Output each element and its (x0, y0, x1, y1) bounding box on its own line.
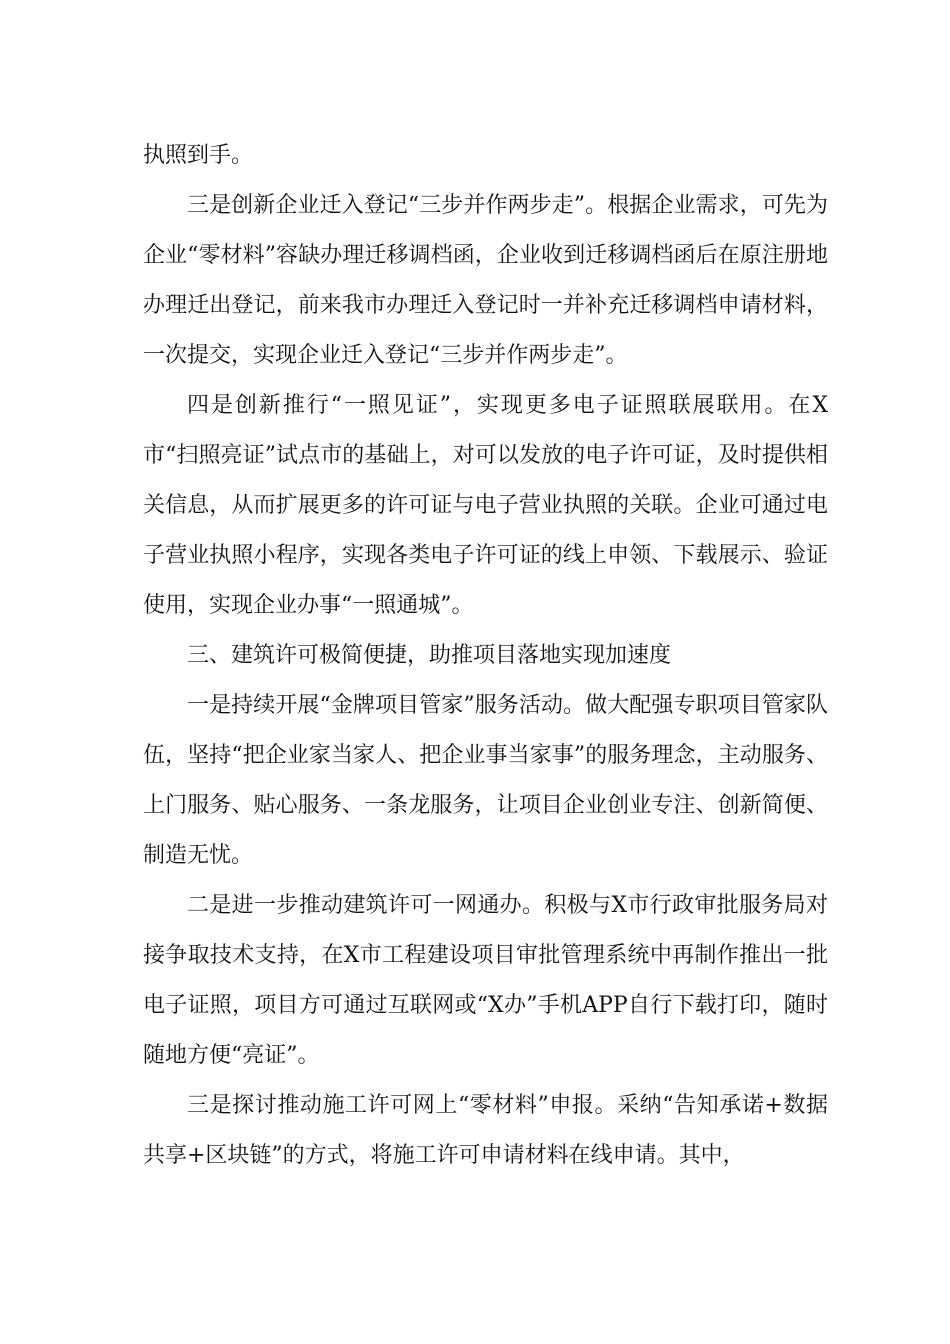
paragraph-online-permit: 二是进一步推动建筑许可一网通办。积极与X市行政审批服务局对接争取技术支持，在X市工程建设项目审批管理系统中再制作推出一批电子证照，项目方可通过互联网或“X办”手机APP自行下载打印，随时随地方便“亮证”。 (143, 893, 828, 1068)
paragraph-project-steward: 一是持续开展“金牌项目管家”服务活动。做大配强专职项目管家队伍，坚持“把企业家当家人、把企业事当家事”的服务理念，主动服务、上门服务、贴心服务、一条龙服务，让项目企业创业专注、创新简便、制造无忧。 (143, 693, 828, 868)
section-heading-construction-permit: 三、建筑许可极简便捷，助推项目落地实现加速度 (187, 643, 672, 668)
document-body (143, 131, 828, 1181)
paragraph-zero-material: 三是探讨推动施工许可网上“零材料”申报。采纳“告知承诺+数据共享+区块链”的方式，将施工许可申请材料在线申请。其中， (143, 1093, 828, 1168)
paragraph-one-license: 四是创新推行“一照见证”，实现更多电子证照联展联用。在X市“扫照亮证”试点市的基础上，对可以发放的电子许可证，及时提供相关信息，从而扩展更多的许可证与电子营业执照的关联。企业可通过电子营业执照小程序，实现各类电子许可证的线上申领、下载展示、验证使用，实现企业办事“一照通城”。 (143, 393, 828, 618)
paragraph-enterprise-migration: 三是创新企业迁入登记“三步并作两步走”。根据企业需求，可先为企业“零材料”容缺办理迁移调档函，企业收到迁移调档函后在原注册地办理迁出登记，前来我市办理迁入登记时一并补充迁移调档申请材料，一次提交，实现企业迁入登记“三步并作两步走”。 (143, 193, 828, 368)
paragraph-continuation: 执照到手。 (143, 143, 254, 168)
